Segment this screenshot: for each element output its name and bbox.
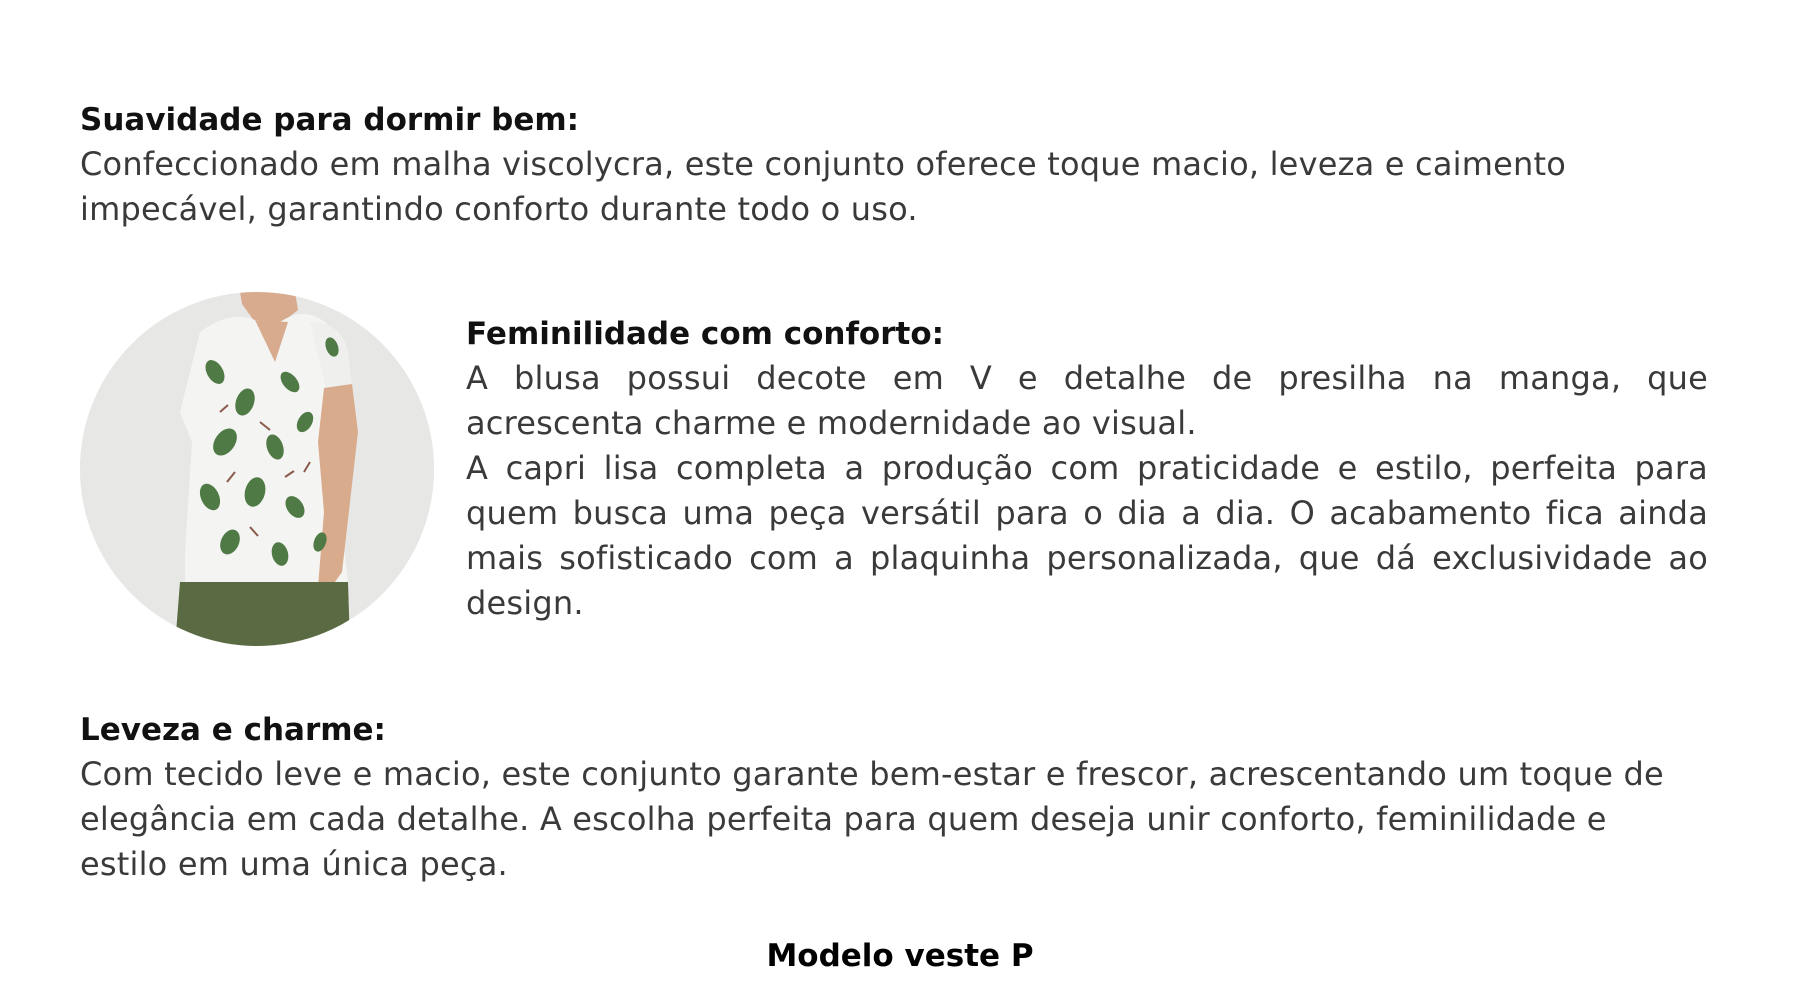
section-text-feminilidade-2: A capri lisa completa a produção com praticidade e estilo, perfeita para quem busca uma peça versátil para o dia a dia. O acabamento fica ainda mais sofisticado com a plaquinha personalizada, que dá exclusividade ao design. [466, 448, 1708, 622]
section-leveza [80, 710, 1680, 887]
section-text-suavidade: Confeccionado em malha viscolycra, este conjunto oferece toque macio, leveza e caimento impecável, garantindo conforto durante todo o uso. [80, 144, 1566, 228]
product-photo-circle [80, 292, 434, 646]
section-title-leveza: Leveza e charme: [80, 712, 386, 748]
section-text-feminilidade-1: A blusa possui decote em V e detalhe de presilha na manga, que acrescenta charme e modernidade ao visual. [466, 358, 1708, 442]
section-title-feminilidade: Feminilidade com conforto: [466, 316, 945, 352]
model-size-note: Modelo veste P [766, 938, 1034, 974]
model-photo-illustration [80, 292, 434, 646]
section-title-suavidade: Suavidade para dormir bem: [80, 102, 580, 138]
section-feminilidade [466, 314, 1708, 626]
section-text-leveza: Com tecido leve e macio, este conjunto garante bem-estar e frescor, acrescentando um toque de elegância em cada detalhe. A escolha perfeita para quem deseja unir conforto, feminilidade e estilo em uma única peça. [80, 754, 1664, 883]
section-suavidade [80, 100, 1600, 232]
